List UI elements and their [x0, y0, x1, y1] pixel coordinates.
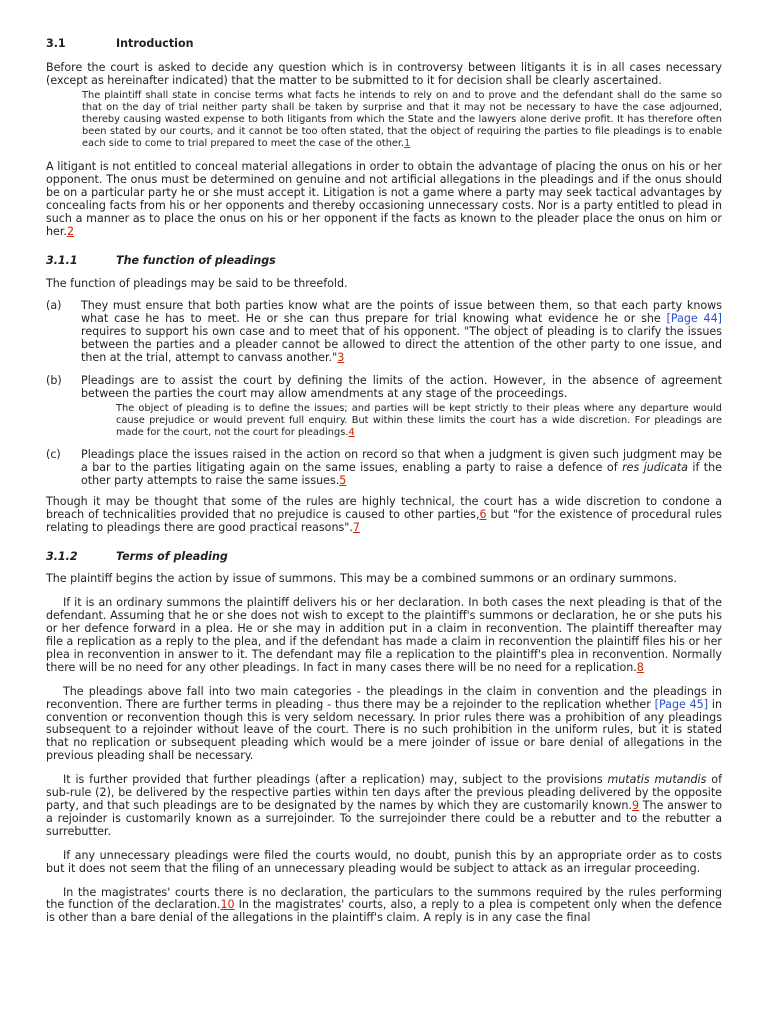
list-item-a: [46, 300, 722, 365]
list-text-italic: res judicata: [622, 460, 688, 474]
subsection-number: 3.1.2: [46, 549, 78, 563]
subsection-number: 3.1.1: [46, 253, 78, 267]
block-quote-2: [116, 403, 722, 439]
paragraph-further-pleadings: [46, 774, 722, 839]
footnote-link-3[interactable]: 3: [337, 351, 345, 365]
list-label: (b): [46, 373, 62, 387]
footnote-link-10[interactable]: 10: [220, 898, 235, 912]
paragraph-text: The pleadings above fall into two main categories - the pleadings in the claim in convention and the pleadings in reconvention. There are further terms in pleading - thus there may be a rejoinder to the replication whether: [46, 684, 722, 711]
list-text-part: requires to support his own case and to meet that of his opponent. "The object of pleading is to clarify the issues between the parties and a pleader cannot be allowed to direct the attention of the other party to one issue, and then at the trial, attempt to canvass another.": [81, 325, 722, 365]
paragraph-summons: The plaintiff begins the action by issue of summons. This may be a combined summons or an ordinary summons.: [46, 572, 677, 586]
footnote-link-9[interactable]: 9: [632, 799, 640, 812]
subsection-title: Terms of pleading: [116, 549, 228, 563]
footnote-link-6[interactable]: 6: [479, 507, 487, 521]
paragraph-text: of sub-rule (2), be delivered by the respective parties within ten days after the previous pleading delivered by the opposite party, and that such pleadings are to be designated by the names by which they are customarily known.: [46, 773, 722, 812]
paragraph-categories: [46, 686, 722, 763]
list-text: [81, 449, 722, 488]
paragraph-italic: mutatis mutandis: [607, 773, 707, 787]
paragraph-ordinary-summons: [46, 597, 722, 674]
footnote-link-8[interactable]: 8: [636, 660, 644, 674]
page-marker-44[interactable]: [Page 44]: [666, 312, 722, 326]
section-title: Introduction: [116, 37, 194, 50]
list-text: [81, 300, 722, 365]
page-marker-45[interactable]: [Page 45]: [654, 697, 709, 711]
footnote-link-7[interactable]: 7: [352, 520, 360, 534]
paragraph-text: In the magistrates' courts, also, a reply to a plea is competent only when the defence is other than a bare denial of the allegations in the plaintiff's claim. A reply is in any case the final: [46, 898, 722, 925]
paragraph-threefold: The function of pleadings may be said to be threefold.: [46, 276, 348, 290]
section-heading: [46, 38, 722, 51]
subsection-heading-terms: [46, 551, 722, 564]
list-text-part: Pleadings place the issues raised in the action on record so that when a judgment is given such judgment may be a bar to the parties litigating again on the same issues, enabling a party to raise a defence of: [81, 448, 722, 474]
footnote-link-2[interactable]: 2: [66, 224, 74, 238]
footnote-link-4[interactable]: 4: [348, 426, 355, 438]
footnote-link-5[interactable]: 5: [339, 473, 347, 487]
paragraph-text: It is further provided that further pleadings (after a replication) may, subject to the provisions: [63, 773, 603, 787]
paragraph-onus: [46, 161, 722, 238]
quote-text: The object of pleading is to define the issues; and parties will be kept strictly to their pleas where any departure would cause prejudice or would prevent full enquiry. But within these limits the court has a wide discretion. For pleadings are made for the court, not the court for pleadings.: [116, 402, 722, 438]
paragraph-text: If it is an ordinary summons the plaintiff delivers his or her declaration. In both cases the next pleading is that of the defendant. Assuming that he or she does not wish to except to the plaintiff's summons or declaration, he or she puts his or her defence forward in a plea. He or she may in addition put in a claim in reconvention. The plaintiff thereafter may file a replication as a reply to the plea, and if the defendant has made a claim in reconvention the plaintiff files his or her plea in reconvention in answer to it. The defendant may file a replication to the plaintiff's plea in reconvention. Normally there will be no need for any other pleadings. In fact in many cases there will be no need for a replication.: [46, 596, 722, 674]
list-label: (a): [46, 299, 62, 313]
paragraph-text: in convention or reconvention though this is very seldom necessary. In prior rules there was a prohibition of any pleadings subsequent to a rejoinder without leave of the court. There is no such prohibition in the uniform rules, but it is stated that no replication or subsequent pleading which would be a mere joinder of issue or bare denial of allegations in the previous pleading shall be necessary.: [46, 697, 723, 763]
list-text: Pleadings are to assist the court by defining the limits of the action. However, in the absence of agreement between the parties the court may allow amendments at any stage of the proceedings.: [81, 373, 722, 400]
paragraph-text: In the magistrates' courts there is no declaration, the particulars to the summons required by the rules performing the function of the declaration.: [46, 885, 722, 912]
paragraph-text: but "for the existence of procedural rules relating to pleadings there are good practical reasons".: [46, 507, 722, 534]
paragraph-unnecessary: If any unnecessary pleadings were filed the courts would, no doubt, punish this by an appropriate order as to costs but it does not seem that the filing of an unnecessary pleading would be subject to attack as an irregular proceeding.: [46, 848, 722, 875]
subsection-heading-function: [46, 255, 722, 268]
quote-text: The plaintiff shall state in concise terms what facts he intends to rely on and to prove and the defendant shall do the same so that on the day of trial neither party shall be taken by surprise and that it may not be necessary to have the case adjourned, thereby causing wasted expense to both litigants from which the State and the lawyers alone derive profit. It has therefore often been stated by our courts, and it cannot be too often stated, that the object of requiring the parties to file pleadings is to enable each side to come to trial prepared to meet the case of the other.: [82, 89, 722, 150]
paragraph-magistrates: [46, 887, 722, 926]
subsection-title: The function of pleadings: [116, 253, 276, 267]
footnote-link-1[interactable]: 1: [404, 138, 411, 150]
block-quote-1: [82, 90, 722, 150]
list-item-b: [46, 375, 722, 401]
paragraph-intro: Before the court is asked to decide any question which is in controversy between litigants it is in all cases necessary (except as hereinafter indicated) that the matter to be submitted to it for decision shall be clearly ascertained.: [46, 60, 722, 87]
paragraph-text: Though it may be thought that some of the rules are highly technical, the court has a wide discretion to condone a breach of technicalities provided that no prejudice is caused to other parties,: [46, 494, 722, 521]
list-text-part: if the other party attempts to raise the same issues.: [81, 460, 722, 487]
list-text-part: They must ensure that both parties know what are the points of issue between them, so that each party knows what case he has to meet. He or she can thus prepare for trial knowing what evidence he or she: [81, 299, 722, 326]
list-label: (c): [46, 448, 61, 462]
paragraph-discretion: [46, 496, 722, 535]
section-number: 3.1: [46, 37, 66, 50]
paragraph-text: A litigant is not entitled to conceal material allegations in order to obtain the advantage of placing the onus on his or her opponent. The onus must be determined on genuine and not artificial allegations in the pleadings and if the onus should be on a particular party he or she must accept it. Litigation is not a game where a party may seek tactical advantages by concealing facts from his or her opponents and thereby occasioning unnecessary costs. Nor is a party entitled to plead in such a manner as to place the onus on his or her opponent if the facts as known to the pleader place the onus on him or her.: [46, 160, 722, 238]
list-item-c: [46, 449, 722, 488]
paragraph-text: The answer to a rejoinder is customarily known as a surrejoinder. To the surrejoinder there could be a rebutter and to the rebutter a surrebutter.: [46, 799, 722, 838]
